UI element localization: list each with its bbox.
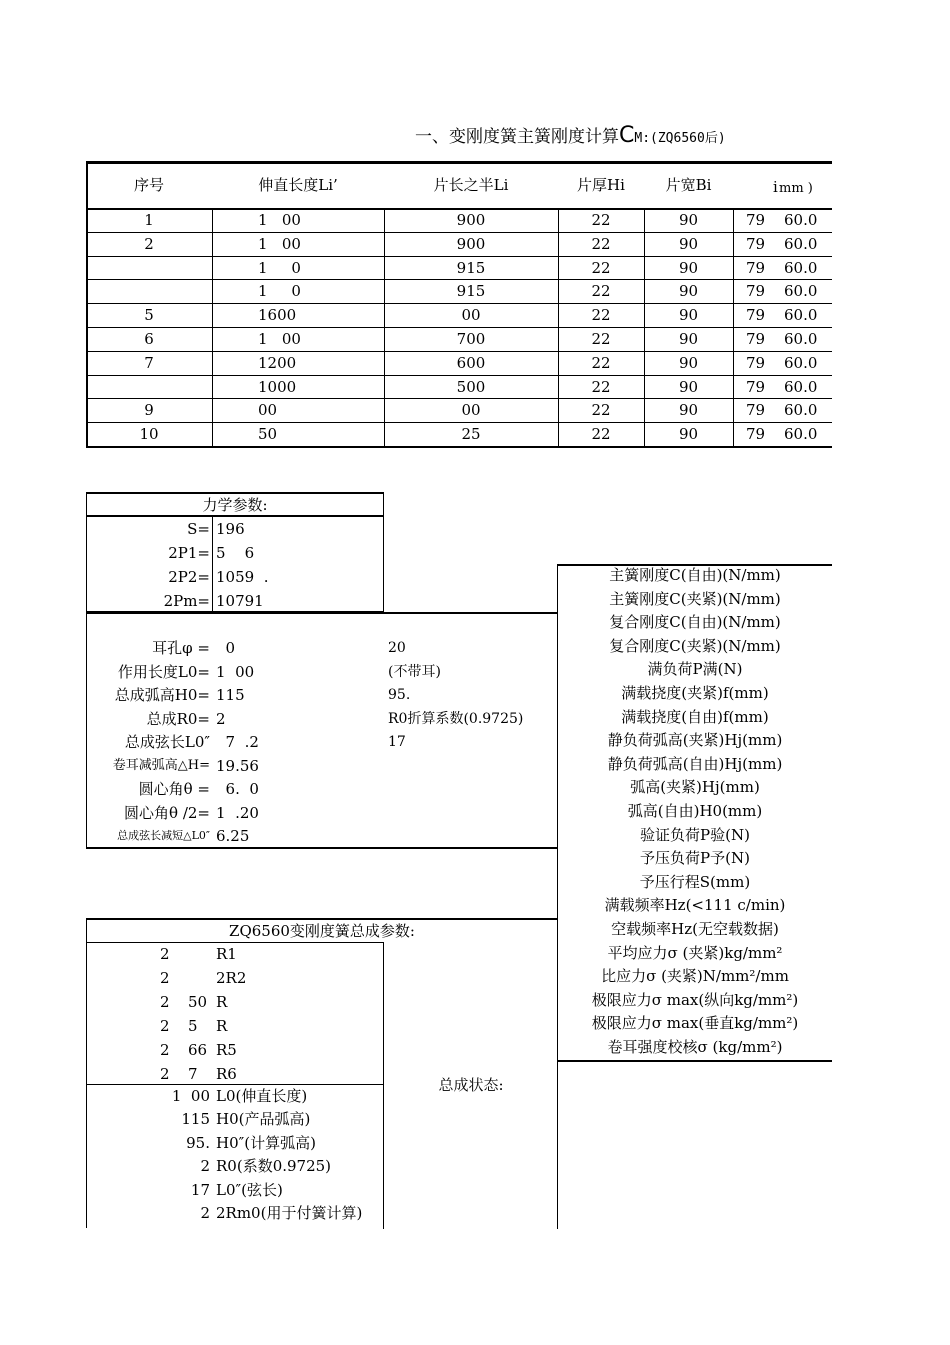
- assembly-value: 1 00: [171, 1087, 210, 1105]
- geom-note: 17: [388, 734, 406, 750]
- table-header: i: [773, 178, 778, 196]
- row-col-i: 79: [746, 378, 766, 396]
- mech-label: 2Pm=: [163, 592, 210, 610]
- assembly-desc: L0(伸直长度): [216, 1087, 308, 1105]
- mech-label: 2P1=: [168, 544, 210, 562]
- geom-label: 总成R0=: [146, 709, 210, 728]
- result-label: 比应力σ (夹紧)N/mm²/mm: [601, 967, 789, 986]
- row-thickness: 22: [591, 378, 611, 396]
- row-col-i: 79: [746, 306, 766, 324]
- row-length: 1 0: [258, 282, 301, 300]
- row-col-i: 79: [746, 235, 766, 253]
- row-half-length: 00: [461, 306, 481, 324]
- title-sub: M:(ZQ6560后): [634, 131, 726, 146]
- result-label: 满载频率Hz(<111 c/min): [604, 896, 786, 915]
- geom-value: 1 .20: [216, 803, 259, 822]
- row-thickness: 22: [591, 354, 611, 372]
- row-col-i: 79: [746, 354, 766, 372]
- table-header: mm ): [779, 181, 813, 196]
- mech-value: 5 6: [216, 544, 255, 562]
- geom-label: 作用长度L0=: [117, 662, 210, 681]
- row-width: 90: [678, 211, 699, 229]
- geom-label: 总成弧高H0=: [114, 686, 210, 704]
- row-thickness: 22: [591, 282, 611, 300]
- rule-h: [86, 232, 832, 233]
- radius-a: 2: [160, 1016, 170, 1035]
- title-main: 一、变刚度簧主簧刚度计算: [415, 127, 619, 147]
- row-half-length: 700: [456, 330, 486, 348]
- rule-h: [86, 398, 832, 399]
- row-length: 50: [258, 425, 278, 443]
- row-half-length: 900: [456, 211, 486, 229]
- row-index: 5: [144, 306, 154, 324]
- result-label: 予压行程S(mm): [639, 872, 751, 891]
- rule-v: [733, 208, 734, 448]
- radius-label: R5: [216, 1040, 237, 1059]
- geom-value: 19.56: [216, 756, 259, 775]
- assembly-desc: L0″(弦长): [216, 1180, 283, 1199]
- row-col-mm: 60.0: [784, 282, 818, 300]
- result-label: 空载频率Hz(无空载数据): [611, 920, 779, 938]
- result-label: 卷耳强度校核σ (kg/mm²): [607, 1038, 783, 1056]
- radius-b: 50: [188, 992, 208, 1011]
- row-width: 90: [678, 401, 699, 419]
- result-label: 主簧刚度C(夹紧)(N/mm): [609, 589, 781, 608]
- row-col-i: 79: [746, 401, 766, 419]
- rule-v: [212, 515, 213, 611]
- rule-h: [86, 918, 558, 920]
- rule-h: [86, 847, 558, 849]
- row-col-mm: 60.0: [784, 259, 818, 277]
- geom-note: R0折算系数(0.9725): [388, 710, 524, 727]
- table-header: 片长之半Li: [433, 176, 509, 194]
- geom-label: 卷耳减弧高△H=: [112, 757, 210, 773]
- row-thickness: 22: [591, 401, 611, 419]
- geom-value: 2: [216, 709, 226, 728]
- result-label: 复合刚度C(夹紧)(N/mm): [609, 636, 781, 655]
- radius-label: R: [216, 1016, 228, 1035]
- mech-value: 10791: [216, 592, 264, 610]
- row-length: 1 00: [258, 235, 301, 253]
- radius-a: 2: [160, 968, 170, 987]
- assembly-value: 2: [200, 1204, 210, 1222]
- row-index: 2: [144, 235, 154, 253]
- mech-label: S=: [187, 520, 210, 538]
- row-half-length: 900: [456, 235, 486, 253]
- mech-title: 力学参数:: [202, 496, 268, 514]
- row-index: 7: [144, 354, 154, 372]
- rule-h: [86, 422, 832, 423]
- row-length: 1200: [258, 354, 297, 372]
- row-length: 1 00: [258, 211, 301, 229]
- radius-a: 2: [160, 945, 170, 963]
- table-header: 伸直长度Li’: [258, 176, 338, 194]
- rule-v: [212, 208, 213, 448]
- row-col-mm: 60.0: [784, 330, 818, 348]
- result-label: 静负荷弧高(自由)Hj(mm): [607, 754, 783, 773]
- mech-label: 2P2=: [168, 568, 210, 586]
- radius-a: 2: [160, 992, 170, 1011]
- row-length: 1 00: [258, 330, 301, 348]
- rule-h: [86, 161, 832, 164]
- result-label: 极限应力σ max(垂直kg/mm²): [591, 1014, 799, 1033]
- geom-note: (不带耳): [388, 663, 441, 680]
- row-width: 90: [678, 235, 699, 253]
- rule-v: [557, 918, 558, 1229]
- result-label: 予压负荷P予(N): [640, 849, 750, 868]
- assembly-value: 115: [181, 1110, 210, 1129]
- result-label: 复合刚度C(自由)(N/mm): [609, 613, 781, 632]
- row-width: 90: [678, 306, 699, 324]
- title-big-c: C: [619, 123, 635, 148]
- result-label: 弧高(夹紧)Hj(mm): [630, 778, 760, 797]
- row-width: 90: [678, 259, 699, 277]
- geom-note: 20: [388, 640, 406, 656]
- assembly-value: 95.: [186, 1133, 210, 1152]
- row-length: 1000: [258, 378, 297, 396]
- row-half-length: 915: [456, 282, 486, 300]
- row-col-mm: 60.0: [784, 378, 818, 396]
- geom-value: 1 00: [216, 662, 255, 681]
- row-width: 90: [678, 330, 699, 348]
- row-col-i: 79: [746, 211, 766, 229]
- radius-b: 7: [188, 1064, 198, 1083]
- result-label: 弧高(自由)H0(mm): [627, 802, 763, 820]
- radius-b: 5: [188, 1016, 198, 1035]
- geom-label: 圆心角θ /2=: [124, 803, 210, 822]
- row-thickness: 22: [591, 425, 611, 443]
- row-col-i: 79: [746, 282, 766, 300]
- result-label: 满载挠度(自由)f(mm): [621, 707, 769, 726]
- row-index: 6: [144, 330, 154, 348]
- row-width: 90: [678, 354, 699, 372]
- row-index: 10: [139, 425, 159, 443]
- geom-label: 耳孔φ =: [152, 639, 210, 657]
- radius-label: 2R2: [216, 968, 247, 987]
- geom-value: 7 .2: [216, 733, 259, 751]
- geom-label: 总成弦长L0″: [124, 733, 210, 751]
- radius-a: 2: [160, 1040, 170, 1059]
- row-thickness: 22: [591, 235, 611, 253]
- assembly-desc: R0(系数0.9725): [216, 1157, 332, 1176]
- row-col-mm: 60.0: [784, 354, 818, 372]
- geom-value: 6.25: [216, 827, 250, 845]
- result-label: 极限应力σ max(纵向kg/mm²): [591, 990, 799, 1009]
- geom-value: 115: [216, 686, 245, 704]
- result-label: 静负荷弧高(夹紧)Hj(mm): [607, 731, 783, 750]
- row-col-mm: 60.0: [784, 211, 818, 229]
- rule-h: [86, 492, 384, 494]
- rule-h: [86, 612, 558, 614]
- rule-h: [86, 515, 384, 517]
- row-col-mm: 60.0: [784, 425, 818, 443]
- geom-value: 0: [216, 639, 236, 657]
- result-label: 满载挠度(夹紧)f(mm): [621, 684, 769, 702]
- rule-h: [86, 1084, 384, 1085]
- rule-h: [86, 351, 832, 352]
- result-label: 满负荷P满(N): [647, 660, 743, 679]
- row-col-mm: 60.0: [784, 401, 818, 419]
- page-title: [415, 122, 726, 152]
- row-col-i: 79: [746, 259, 766, 277]
- table-header: 片宽Bi: [665, 176, 712, 194]
- row-thickness: 22: [591, 330, 611, 348]
- assembly-status-label: 总成状态:: [438, 1076, 504, 1094]
- radius-label: R1: [216, 945, 237, 963]
- table-header: 片厚Hi: [577, 176, 625, 194]
- row-thickness: 22: [591, 211, 611, 229]
- row-col-i: 79: [746, 330, 766, 348]
- row-thickness: 22: [591, 259, 611, 277]
- rule-h: [86, 208, 832, 210]
- result-label: 主簧刚度C(自由)(N/mm): [609, 566, 781, 584]
- row-length: 00: [258, 401, 278, 419]
- row-index: 1: [144, 211, 154, 229]
- result-label: 平均应力σ (夹紧)kg/mm²: [607, 943, 783, 962]
- result-label: 验证负荷P验(N): [640, 825, 750, 844]
- row-col-i: 79: [746, 425, 766, 443]
- row-width: 90: [678, 425, 699, 443]
- assembly-desc: H0″(计算弧高): [216, 1133, 316, 1152]
- row-half-length: 25: [461, 425, 481, 443]
- row-half-length: 500: [456, 378, 486, 396]
- rule-h: [86, 375, 832, 376]
- row-half-length: 00: [461, 401, 481, 419]
- geom-label: 总成弦长减短△L0″: [117, 829, 210, 842]
- row-col-mm: 60.0: [784, 235, 818, 253]
- assembly-desc: H0(产品弧高): [216, 1110, 311, 1129]
- mech-value: 196: [216, 520, 245, 538]
- radius-label: R: [216, 992, 228, 1011]
- rule-h: [86, 303, 832, 304]
- radius-a: 2: [160, 1064, 170, 1083]
- geom-value: 6. 0: [216, 780, 259, 798]
- mech-value: 1059 .: [216, 568, 269, 586]
- rule-h: [86, 279, 832, 280]
- row-length: 1600: [258, 306, 297, 324]
- rule-h: [86, 446, 832, 448]
- radius-b: 66: [188, 1040, 208, 1059]
- rule-v: [86, 918, 87, 1228]
- rule-h: [86, 327, 832, 328]
- row-thickness: 22: [591, 306, 611, 324]
- rule-h: [86, 256, 832, 257]
- rule-h: [86, 942, 384, 943]
- row-width: 90: [678, 378, 699, 396]
- row-half-length: 915: [456, 259, 486, 277]
- assembly-value: 17: [190, 1180, 210, 1199]
- geom-note: 95.: [388, 687, 411, 703]
- row-col-mm: 60.0: [784, 306, 818, 324]
- geom-label: 圆心角θ =: [138, 780, 210, 798]
- rule-h: [558, 1060, 832, 1062]
- table-header: 序号: [133, 176, 164, 194]
- assembly-desc: 2Rm0(用于付簧计算): [216, 1204, 363, 1222]
- assembly-title: ZQ6560变刚度簧总成参数:: [229, 922, 415, 940]
- row-index: 9: [144, 401, 154, 419]
- assembly-value: 2: [200, 1157, 210, 1176]
- row-half-length: 600: [456, 354, 486, 372]
- radius-label: R6: [216, 1064, 237, 1083]
- row-length: 1 0: [258, 259, 301, 277]
- row-width: 90: [678, 282, 699, 300]
